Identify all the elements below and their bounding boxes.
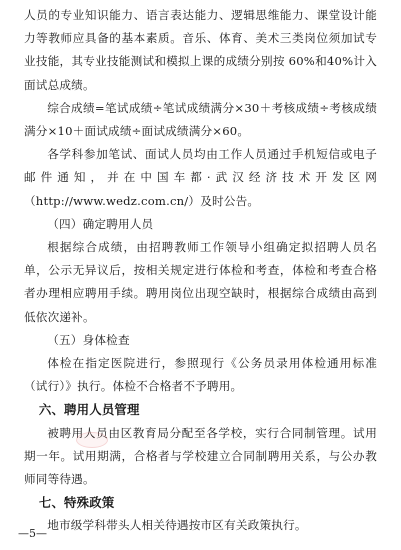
paragraph-special-policy: 地市级学科带头人相关待遇按市区有关政策执行。 [47,518,307,533]
document-body [24,4,377,538]
paragraph-hiring-process: 根据综合成绩，由招聘教师工作领导小组确定拟招聘人员名单，公示无异议后，按相关规定进行体检和考查，体检和考查合格者办理相应聘用手续。聘用岗位出现空缺时，根据综合成绩由高到低依次递补。 [24,240,377,324]
subheading-physical-exam: （五）身体检查 [47,332,130,347]
subheading-confirm-hiring: （四）确定聘用人员 [47,216,154,231]
page-number: —5— [18,527,47,540]
paragraph-physical-exam: 体检在指定医院进行，参照现行《公务员录用体检通用标准（试行）》执行。体检不合格者不予聘用。 [24,356,377,394]
section-heading-special-policy: 七、特殊政策 [38,495,115,511]
paragraph-exam-notification: 各学科参加笔试、面试人员均由工作人员通过手机短信或电子邮件通知，并在中国车都·武汉经济技术开发区网（http://www.wedz.com.cn/）及时公告。 [24,147,377,208]
paragraph-staff-management: 被聘用人员由区教育局分配至各学校，实行合同制管理。试用期一年。试用期满，合格者与学校建立合同制聘用关系，与公办教师同等待遇。 [24,425,377,487]
paragraph-score-formula: 综合成绩=笔试成绩÷笔试成绩满分×30＋考核成绩÷考核成绩满分×10＋面试成绩÷面试成绩满分×60。 [24,100,377,139]
paragraph-interview-content: 人员的专业知识能力、语言表达能力、逻辑思维能力、课堂设计能力等教师应具备的基本素质。音乐、体育、美术三类岗位须加试专业技能，其专业技能测试和模拟上课的成绩分别按 60%和40%计入面试总成绩。 [24,8,377,92]
section-heading-staff-management: 六、聘用人员管理 [38,402,140,418]
